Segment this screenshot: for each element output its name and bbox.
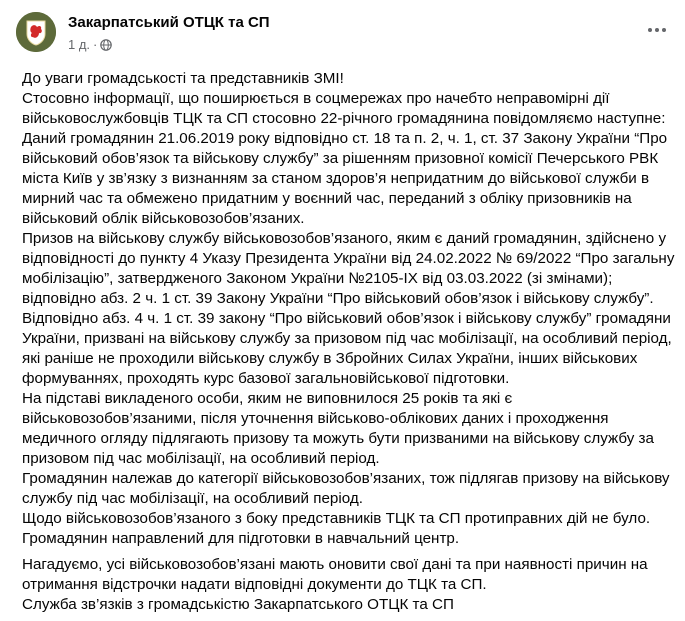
post-line: Щодо військовозобов’язаного з боку представників ТЦК та СП протиправних дій не було. xyxy=(22,510,651,527)
post-line: військовий обов’язок та військову службу” за рішенням призовної комісії Печерського РВК xyxy=(22,150,659,167)
post-line: Громадянин належав до категорії військовозобов’язаних, тож підлягав призову на військову xyxy=(22,470,670,487)
post-line: медичного огляду підлягають призову та можуть бути призваними на військову службу за xyxy=(22,430,654,447)
post-text xyxy=(22,69,675,615)
post-line: які раніше не проходили військову службу в Збройних Силах України, інших військових xyxy=(22,350,638,367)
closing-line: отримання відстрочки надати відповідні документи до ТЦК та СП. xyxy=(22,576,487,593)
post-time[interactable]: 1 д. xyxy=(68,37,91,52)
post-line: Призов на військову службу військовозобов’язаного, яким є даний громадянин, здійснено у xyxy=(22,230,667,247)
signature-line: Служба зв’язків з громадськістю Закарпатського ОТЦК та СП xyxy=(22,596,454,613)
globe-icon[interactable] xyxy=(100,39,112,51)
post-line: військовослужбовців ТЦК та СП стосовно 22-річного громадянина повідомляємо наступне: xyxy=(22,110,666,127)
meta-separator: · xyxy=(93,37,98,52)
post-line: мобілізацію”, затвердженого Законом України №2105-IX від 03.03.2022 (зі змінами); xyxy=(22,270,613,287)
post-line: службу під час мобілізації, на особливий період. xyxy=(22,490,363,507)
post-line: Громадянин направлений для підготовки в навчальний центр. xyxy=(22,530,460,547)
more-options-icon xyxy=(647,27,667,33)
post-line: Відповідно абз. 4 ч. 1 ст. 39 закону “Про військовий обов’язок і військову службу” громадяни xyxy=(22,310,671,327)
post-line: До уваги громадськості та представників ЗМІ! xyxy=(22,70,344,87)
post-line: призовом під час мобілізації, на особливий період. xyxy=(22,450,380,467)
post-line: відповідно абз. 2 ч. 1 ст. 39 Закону України “Про військовий обов’язок і військову службу”. xyxy=(22,290,654,307)
emblem-icon xyxy=(16,12,56,52)
post-header xyxy=(0,0,685,62)
post-line: військовий облік військовозобов’язаних. xyxy=(22,210,305,227)
post-line: формуваннях, проходять курс базової загальновійськової підготовки. xyxy=(22,370,510,387)
author-name[interactable]: Закарпатський ОТЦК та СП xyxy=(68,14,270,31)
post-line: військовозобов’язаними, після уточнення військово-облікових даних і проходження xyxy=(22,410,609,427)
post-line: України, призвані на військову службу за призовом під час мобілізації, на особливий період, xyxy=(22,330,672,347)
post-line: Даний громадянин 21.06.2019 року відповідно ст. 18 та п. 2, ч. 1, ст. 37 Закону України “Про xyxy=(22,130,668,147)
post-line: На підставі викладеного особи, яким не виповнилося 25 років та які є xyxy=(22,390,513,407)
closing-line: Нагадуємо, усі військовозобов’язані мають оновити свої дані та при наявності причин на xyxy=(22,556,648,573)
post-meta xyxy=(68,37,112,52)
post-line: міста Київ у зв’язку з визнанням за станом здоров’я непридатним до військової служби в xyxy=(22,170,650,187)
post-line: відповідності до пункту 4 Указу Президента України від 24.02.2022 № 69/2022 “Про загальну xyxy=(22,250,675,267)
post-line: Стосовно інформації, що поширюється в соцмережах про начебто неправомірні дії xyxy=(22,90,610,107)
post-line: мирний час та обмежено придатним у воєнний час, переданий з обліку призовників на xyxy=(22,190,632,207)
page-avatar[interactable] xyxy=(16,12,56,52)
more-options-button[interactable] xyxy=(645,18,669,42)
